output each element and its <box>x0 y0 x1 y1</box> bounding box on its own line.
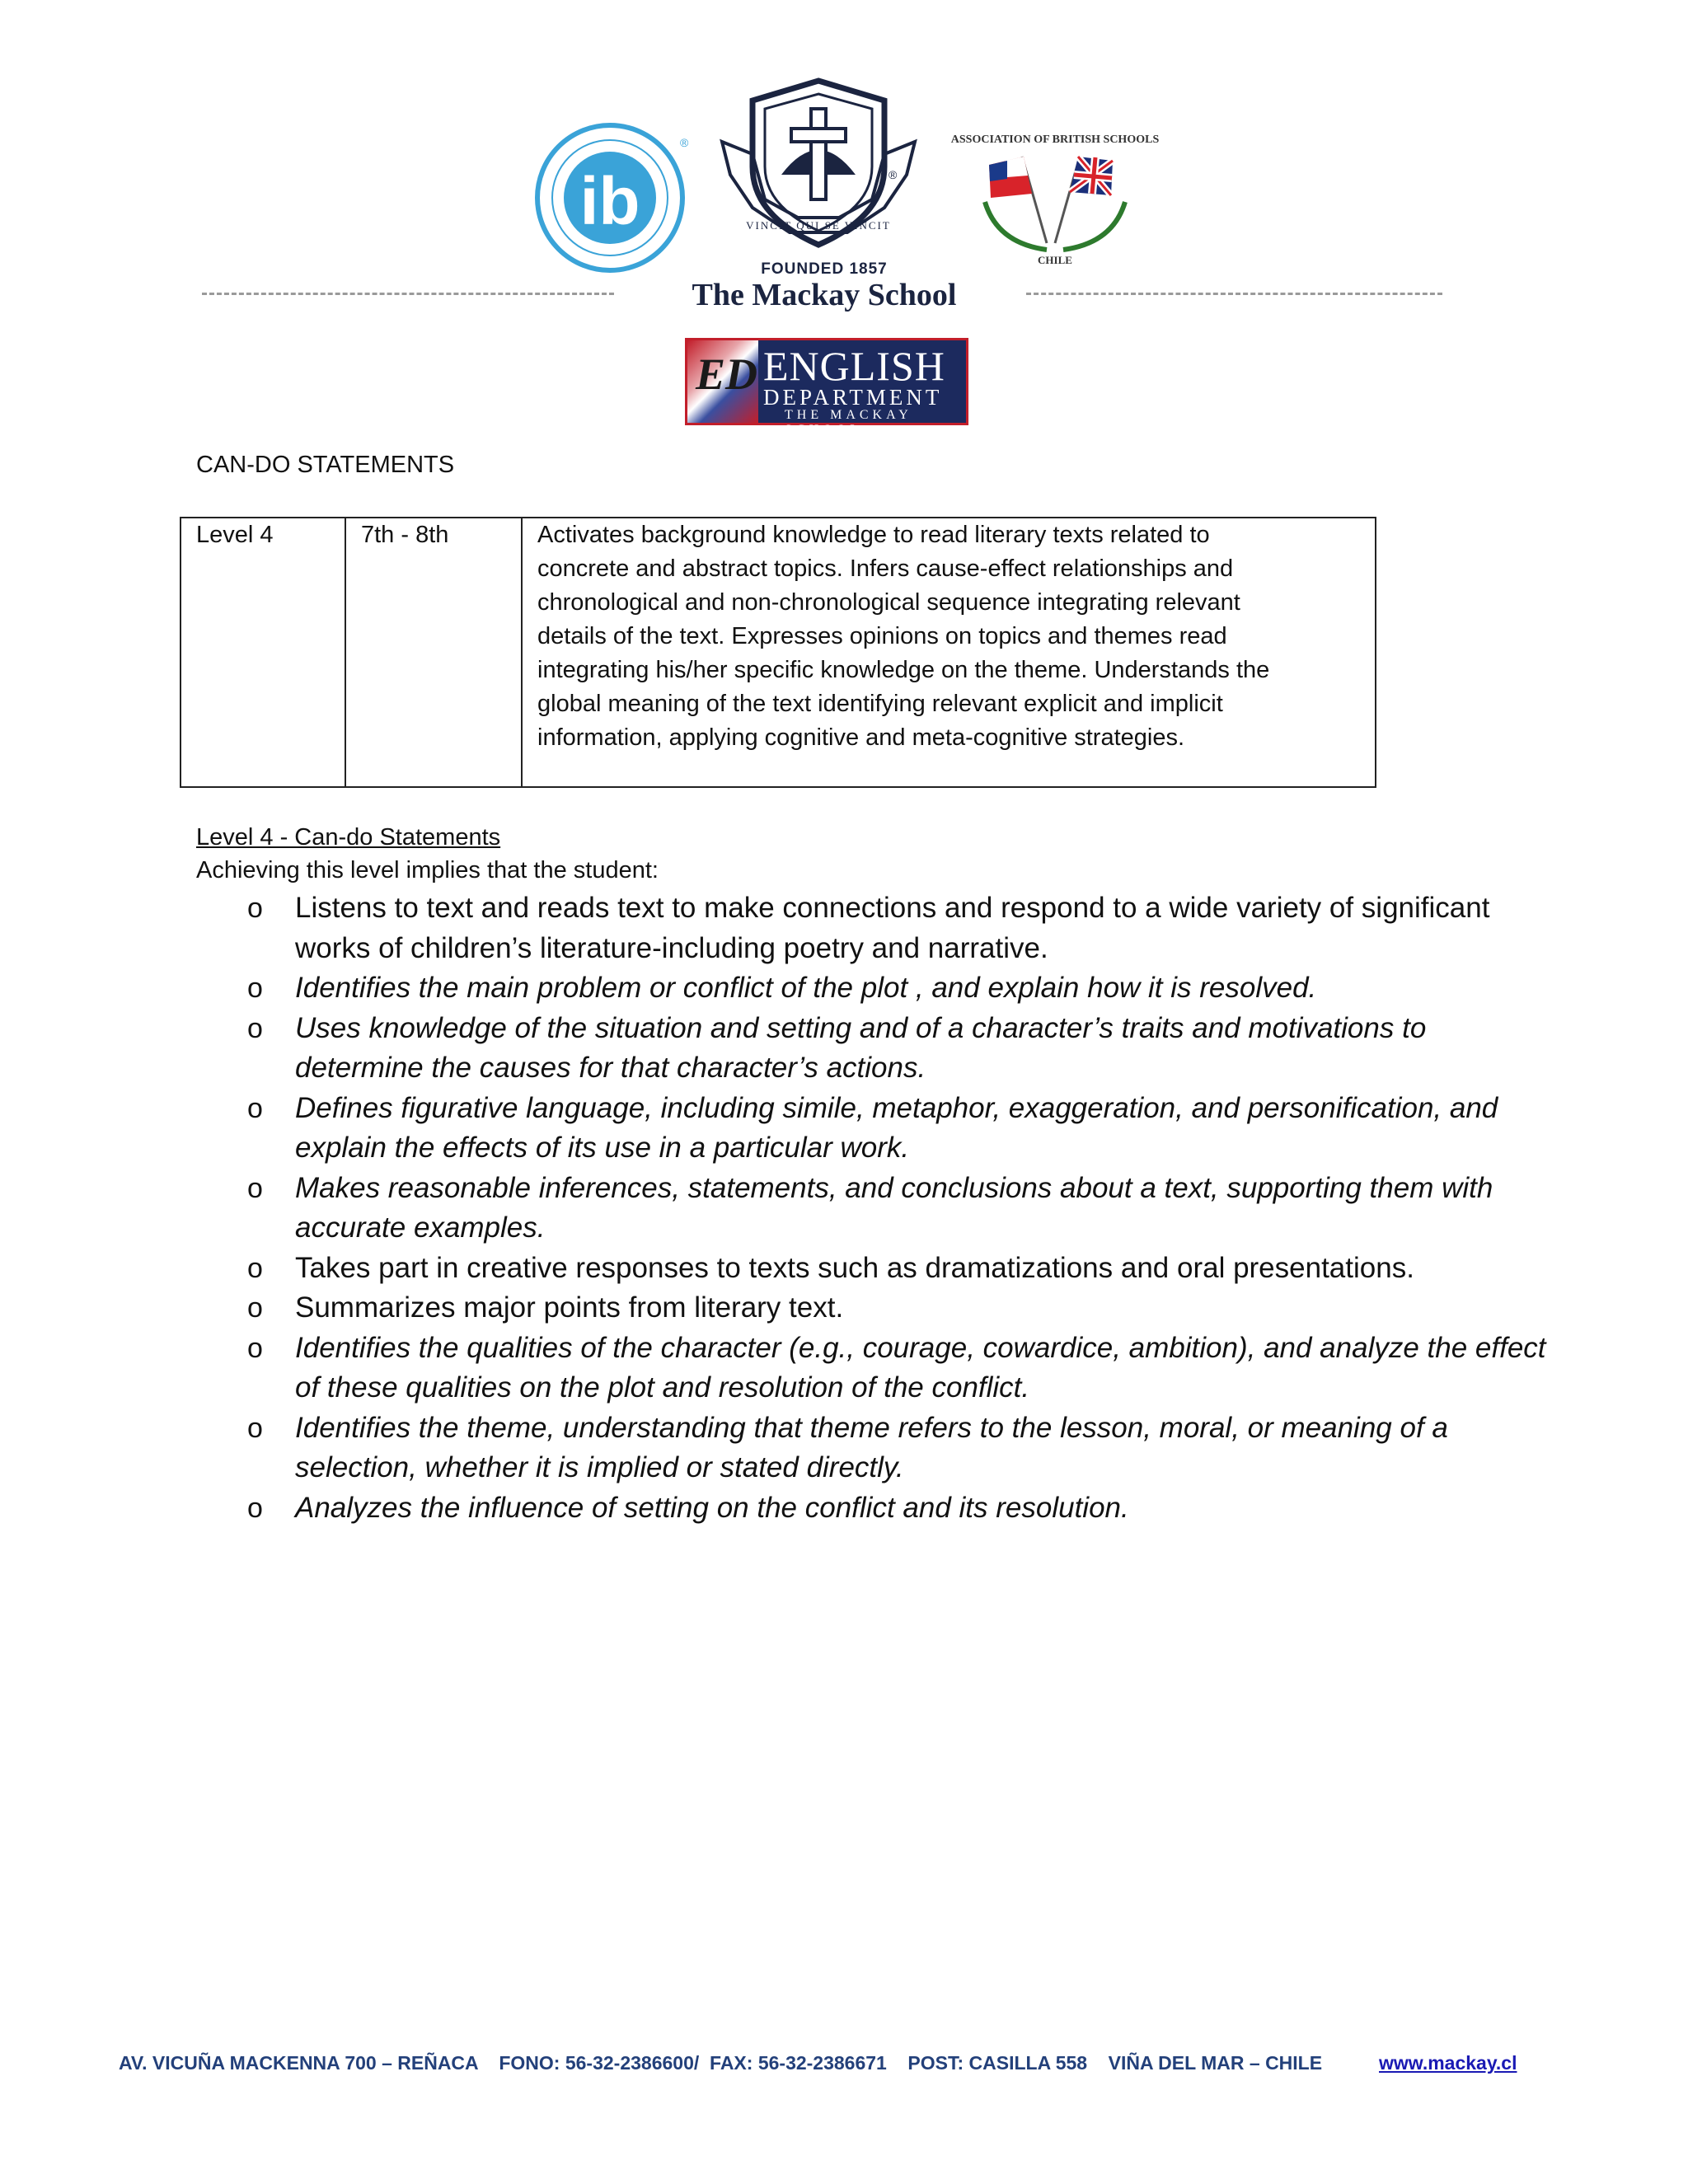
level-intro: Achieving this level implies that the student: <box>196 857 659 883</box>
description-line: details of the text. Expresses opinions on topics and themes read <box>537 623 1227 649</box>
statement-line: Takes part in creative responses to texts such as dramatizations and oral presentations. <box>295 1251 1414 1284</box>
statement-line: of these qualities on the plot and resolution of the conflict. <box>295 1371 1030 1404</box>
statement-line: accurate examples. <box>295 1212 546 1244</box>
statement-line: explain the effects of its use in a particular work. <box>295 1132 910 1164</box>
statement-line: Makes reasonable inferences, statements, and conclusions about a text, supporting them with <box>295 1171 1493 1204</box>
list-item <box>239 1408 1582 1488</box>
bullet-circle-icon: o <box>247 893 263 924</box>
list-item <box>239 1169 1582 1249</box>
absch-country-text: CHILE <box>1038 254 1072 266</box>
bullet-circle-icon: o <box>247 1172 263 1204</box>
bullet-circle-icon: o <box>247 1092 263 1124</box>
list-item <box>239 1249 1582 1289</box>
statement-line: selection, whether it is implied or stated directly. <box>295 1451 904 1483</box>
level-table <box>180 517 1376 788</box>
description-line: concrete and abstract topics. Infers cause-effect relationships and <box>537 555 1234 582</box>
description-line: global meaning of the text identifying relevant explicit and implicit <box>537 691 1223 717</box>
left-dashed-divider <box>202 293 614 295</box>
description-line: Activates background knowledge to read literary texts related to <box>537 522 1210 548</box>
mackay-school-crest <box>715 76 921 257</box>
list-item <box>239 968 1582 1009</box>
statement-line: Defines figurative language, including simile, metaphor, exaggeration, and personification, and <box>295 1091 1498 1124</box>
statement-line: Identifies the main problem or conflict of the plot , and explain how it is resolved. <box>295 972 1317 1004</box>
dept-logo-school: THE MACKAY SCHOOL <box>785 408 912 437</box>
ib-world-school-logo <box>528 115 692 280</box>
list-item <box>239 888 1582 968</box>
right-dashed-divider <box>1026 293 1442 295</box>
bullet-circle-icon: o <box>247 1412 263 1444</box>
list-item <box>239 1288 1582 1329</box>
svg-text:VINCIT QUI SE VINCIT: VINCIT QUI SE VINCIT <box>746 219 891 232</box>
statement-list <box>239 888 1582 1528</box>
statement-line: Identifies the qualities of the character (e.g., courage, cowardice, ambition), and analyze the effect <box>295 1331 1546 1364</box>
bullet-circle-icon: o <box>247 972 263 1004</box>
list-item <box>239 1329 1582 1408</box>
statement-line: Uses knowledge of the situation and setting and of a character’s traits and motivations to <box>295 1011 1427 1044</box>
svg-text:®: ® <box>680 136 689 149</box>
statement-line: Summarizes major points from literary text. <box>295 1291 844 1324</box>
description-line: chronological and non-chronological sequence integrating relevant <box>537 589 1240 616</box>
level-heading: Level 4 - Can-do Statements <box>196 824 501 851</box>
description-cell <box>522 518 1376 787</box>
description-line: integrating his/her specific knowledge on the theme. Understands the <box>537 657 1270 683</box>
table-row <box>181 518 1376 787</box>
dept-logo-department: DEPARTMENT <box>763 385 943 410</box>
bullet-circle-icon: o <box>247 1332 263 1364</box>
list-item <box>239 1089 1582 1169</box>
bullet-circle-icon: o <box>247 1012 263 1044</box>
level-cell: Level 4 <box>181 518 345 787</box>
list-item <box>239 1488 1582 1529</box>
bullet-circle-icon: o <box>247 1292 263 1324</box>
association-british-schools-logo <box>950 120 1160 268</box>
bullet-circle-icon: o <box>247 1492 263 1524</box>
statement-line: Analyzes the influence of setting on the conflict and its resolution. <box>295 1491 1129 1524</box>
can-do-statements-title: CAN-DO STATEMENTS <box>196 452 455 478</box>
bullet-circle-icon: o <box>247 1252 263 1284</box>
list-item <box>239 1009 1582 1089</box>
website-link[interactable]: www.mackay.cl <box>1379 2052 1517 2074</box>
school-name: The Mackay School <box>692 278 957 312</box>
description-line: information, applying cognitive and meta-cognitive strategies. <box>537 724 1185 751</box>
statement-line: determine the causes for that character’s actions. <box>295 1052 926 1084</box>
svg-text:ASSOCIATION OF BRITISH SCHOOLS: ASSOCIATION OF BRITISH SCHOOLS <box>950 134 1160 146</box>
footer-address: AV. VICUÑA MACKENNA 700 – REÑACA FONO: 56-32-2386600/ FAX: 56-32-2386671 POST: CASILLA 558 VIÑA DEL MAR – CHILE <box>119 2052 1323 2074</box>
statement-line: works of children’s literature-including poetry and narrative. <box>295 931 1048 964</box>
english-department-logo <box>685 338 968 437</box>
ed-monogram: ED <box>696 349 758 399</box>
statement-line: Identifies the theme, understanding that theme refers to the lesson, moral, or meaning of a <box>295 1411 1448 1444</box>
dept-logo-english: ENGLISH <box>763 343 945 389</box>
founded-year: FOUNDED 1857 <box>761 260 888 278</box>
svg-text:ib: ib <box>579 164 640 239</box>
statement-line: Listens to text and reads text to make connections and respond to a wide variety of significant <box>295 892 1490 924</box>
svg-text:®: ® <box>889 168 898 181</box>
grades-cell: 7th - 8th <box>345 518 522 787</box>
